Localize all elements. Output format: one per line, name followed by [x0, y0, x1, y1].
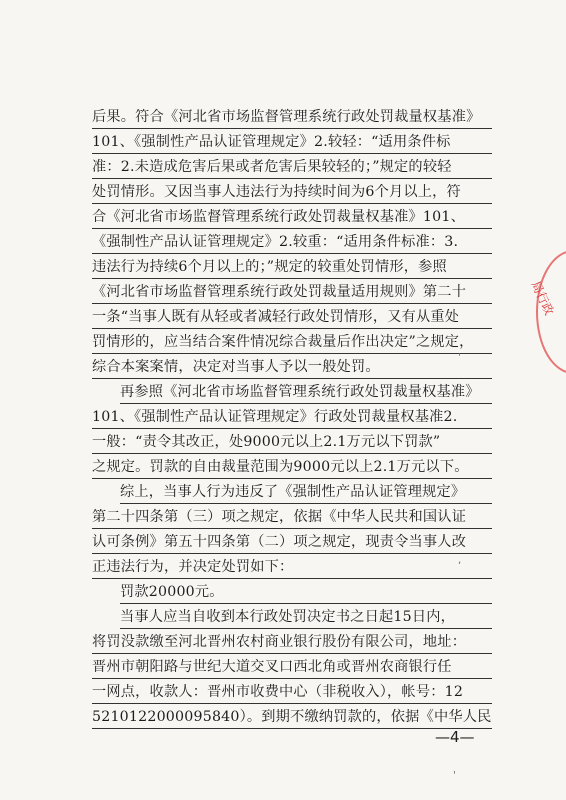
text-line: 认可条例》第五十四条第（二）项之规定，现责令当事人改	[92, 531, 492, 554]
text-line: 一网点，收款人：晋州市收费中心（非税收入），帐号：12	[92, 681, 492, 704]
text-line: 准：2.未造成危害后果或者危害后果较轻的；”规定的较轻	[92, 156, 492, 179]
text-line: 当事人应当自收到本行政处罚决定书之日起15日内，	[120, 606, 492, 629]
text-line: 晋州市朝阳路与世纪大道交叉口西北角或晋州农商银行任	[92, 656, 492, 679]
text-line: 之规定。罚款的自由裁量范围为9000元以上2.1万元以下。	[92, 456, 492, 479]
text-line: 综合本案案情，决定对当事人予以一般处罚。	[92, 356, 492, 379]
text-line: 违法行为持续6个月以上的；”规定的较重处罚情形，参照	[92, 256, 492, 279]
text-line: 《河北省市场监督管理系统行政处罚裁量适用规则》第二十	[92, 281, 492, 304]
text-line: 第二十四条第（三）项之规定，依据《中华人民共和国认证	[92, 506, 492, 529]
text-line: 综上，当事人行为违反了《强制性产品认证管理规定》	[120, 481, 492, 504]
scan-mark: '	[453, 770, 456, 781]
page-number: —4—	[435, 728, 475, 746]
text-line: 101、《强制性产品认证管理规定》行政处罚裁量权基准2.	[92, 406, 492, 429]
text-line: 合《河北省市场监督管理系统行政处罚裁量权基准》101、	[92, 206, 492, 229]
text-line: 罚情形的，应当结合案件情况综合裁量后作出决定”之规定，	[92, 331, 492, 354]
seal-text: 局行政	[528, 278, 557, 318]
text-line: 一般：“责令其改正，处9000元以上2.1万元以下罚款”	[92, 431, 492, 454]
text-line: 再参照《河北省市场监督管理系统行政处罚裁量权基准》	[120, 381, 492, 404]
text-line: 一条“当事人既有从轻或者减轻行政处罚情形，又有从重处	[92, 306, 492, 329]
text-line: 罚款20000元。	[120, 581, 492, 604]
scan-mark: '	[458, 352, 461, 363]
text-line: 101、《强制性产品认证管理规定》2.较轻：“适用条件标	[92, 131, 492, 154]
text-line: 5210122000095840）。到期不缴纳罚款的，依据《中华人民	[92, 706, 492, 729]
text-line: 正违法行为，并决定处罚如下：	[92, 556, 492, 579]
text-line: 《强制性产品认证管理规定》2.较重：“适用条件标准：3.	[92, 231, 492, 254]
text-line: 将罚没款缴至河北晋州农村商业银行股份有限公司，地址：	[92, 631, 492, 654]
scan-mark: ,	[458, 555, 462, 566]
text-line: 处罚情形。又因当事人违法行为持续时间为6个月以上，符	[92, 181, 492, 204]
text-line: 后果。符合《河北省市场监督管理系统行政处罚裁量权基准》	[92, 106, 492, 129]
